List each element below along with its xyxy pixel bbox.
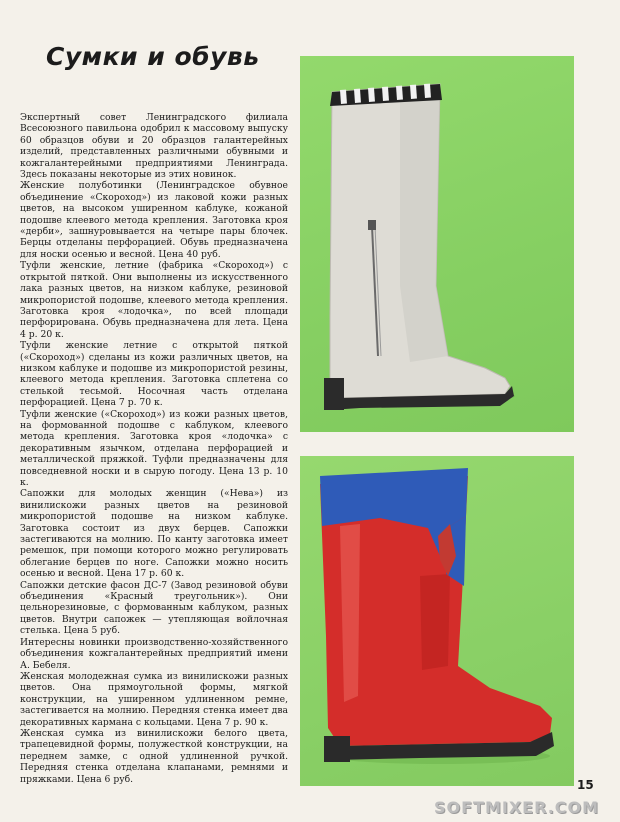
article-paragraph: Туфли женские, летние (фабрика «Скороход») с открытой пяткой. Они выполнены из искусственного лака разных цветов, на низком каблуке, резиновой микропористой подошве, клеевого метода крепления. Заготовка кроя «лодочка», по всей площади перфорирована. Обувь предназначена для лета. Цена 4 р. 20 к. [20,260,288,340]
watermark: SOFTMIXER.COM [434,798,600,817]
red-boot-photo [300,456,574,786]
red-boot-illustration [300,456,574,786]
white-boot-illustration [300,56,574,432]
page-number: 15 [577,778,594,792]
page-title: Сумки и обувь [46,42,260,71]
article-paragraph: Женская молодежная сумка из винилискожи разных цветов. Она прямоугольной формы, мягкой конструкции, на уширенном удлиненном ремне, застегивается на молнию. Передняя стенка имеет два декоративных кармана с кольцами. Цена 7 р. 90 к. [20,670,288,728]
article-text [20,112,288,785]
article-paragraph: Женская сумка из винилискожи белого цвета, трапецевидной формы, полужесткой конструкции, на переднем замке, с одной удлиненной ручкой. Передняя стенка отделана клапанами, ремнями и пряжками. Цена 6 руб. [20,727,288,785]
article-paragraph: Туфли женские летние с открытой пяткой («Скороход») сделаны из кожи различных цветов, на низком каблуке и подошве из микропористой резины, клеевого метода крепления. Заготовка сплетена со стелькой тесьмой. Носочная часть отделана перфорацией. Цена 7 р. 70 к. [20,340,288,409]
article-paragraph: Туфли женские («Скороход») из кожи разных цветов, на формованной подошве с каблуком, клеевого метода крепления. Заготовка кроя «лодочка» с декоративным язычком, отделана перфорацией и металлической пряжкой. Туфли предназначены для повседневной носки и в сырую погоду. Цена 13 р. 10 к. [20,408,288,488]
article-paragraph: Сапожки детские фасон ДС-7 (Завод резиновой обуви объединения «Красный треугольник»). Они цельнорезиновые, с формованным каблуком, разных цветов. Внутри сапожек — утепляющая войлочная стелька. Цена 5 руб. [20,579,288,637]
article-paragraph: Женские полуботинки (Ленинградское обувное объединение «Скороход») из лаковой кожи разных цветов, на высоком уширенном каблуке, кожаной подошве клеевого метода крепления. Заготовка кроя «дерби», зашнуровывается на четыре пары блочек. Берцы отделаны перфорацией. Обувь предназначена для носки осенью и весной. Цена 40 руб. [20,180,288,260]
article-paragraph: Сапожки для молодых женщин («Нева») из винилискожи разных цветов на резиновой микропористой подошве на низком каблуке. Заготовка состоит из двух берцев. Сапожки застегиваются на молнию. По канту заготовка имеет ремешок, при помощи которого можно регулировать облегание берцев по ноге. Сапожки можно носить осенью и весной. Цена 17 р. 60 к. [20,488,288,580]
article-paragraph: Экспертный совет Ленинградского филиала Всесоюзного павильона одобрил к массовому выпуску 60 образцов обуви и 20 образцов галантерейных изделий, представленных различными обувными и кожгалантерейными предприятиями Ленинграда. Здесь показаны некоторые из этих новинок. [20,112,288,181]
article-paragraph: Интересны новинки производственно-хозяйственного объединения кожгалантерейных предприятий имени А. Бебеля. [20,636,288,671]
white-boot-photo [300,56,574,432]
